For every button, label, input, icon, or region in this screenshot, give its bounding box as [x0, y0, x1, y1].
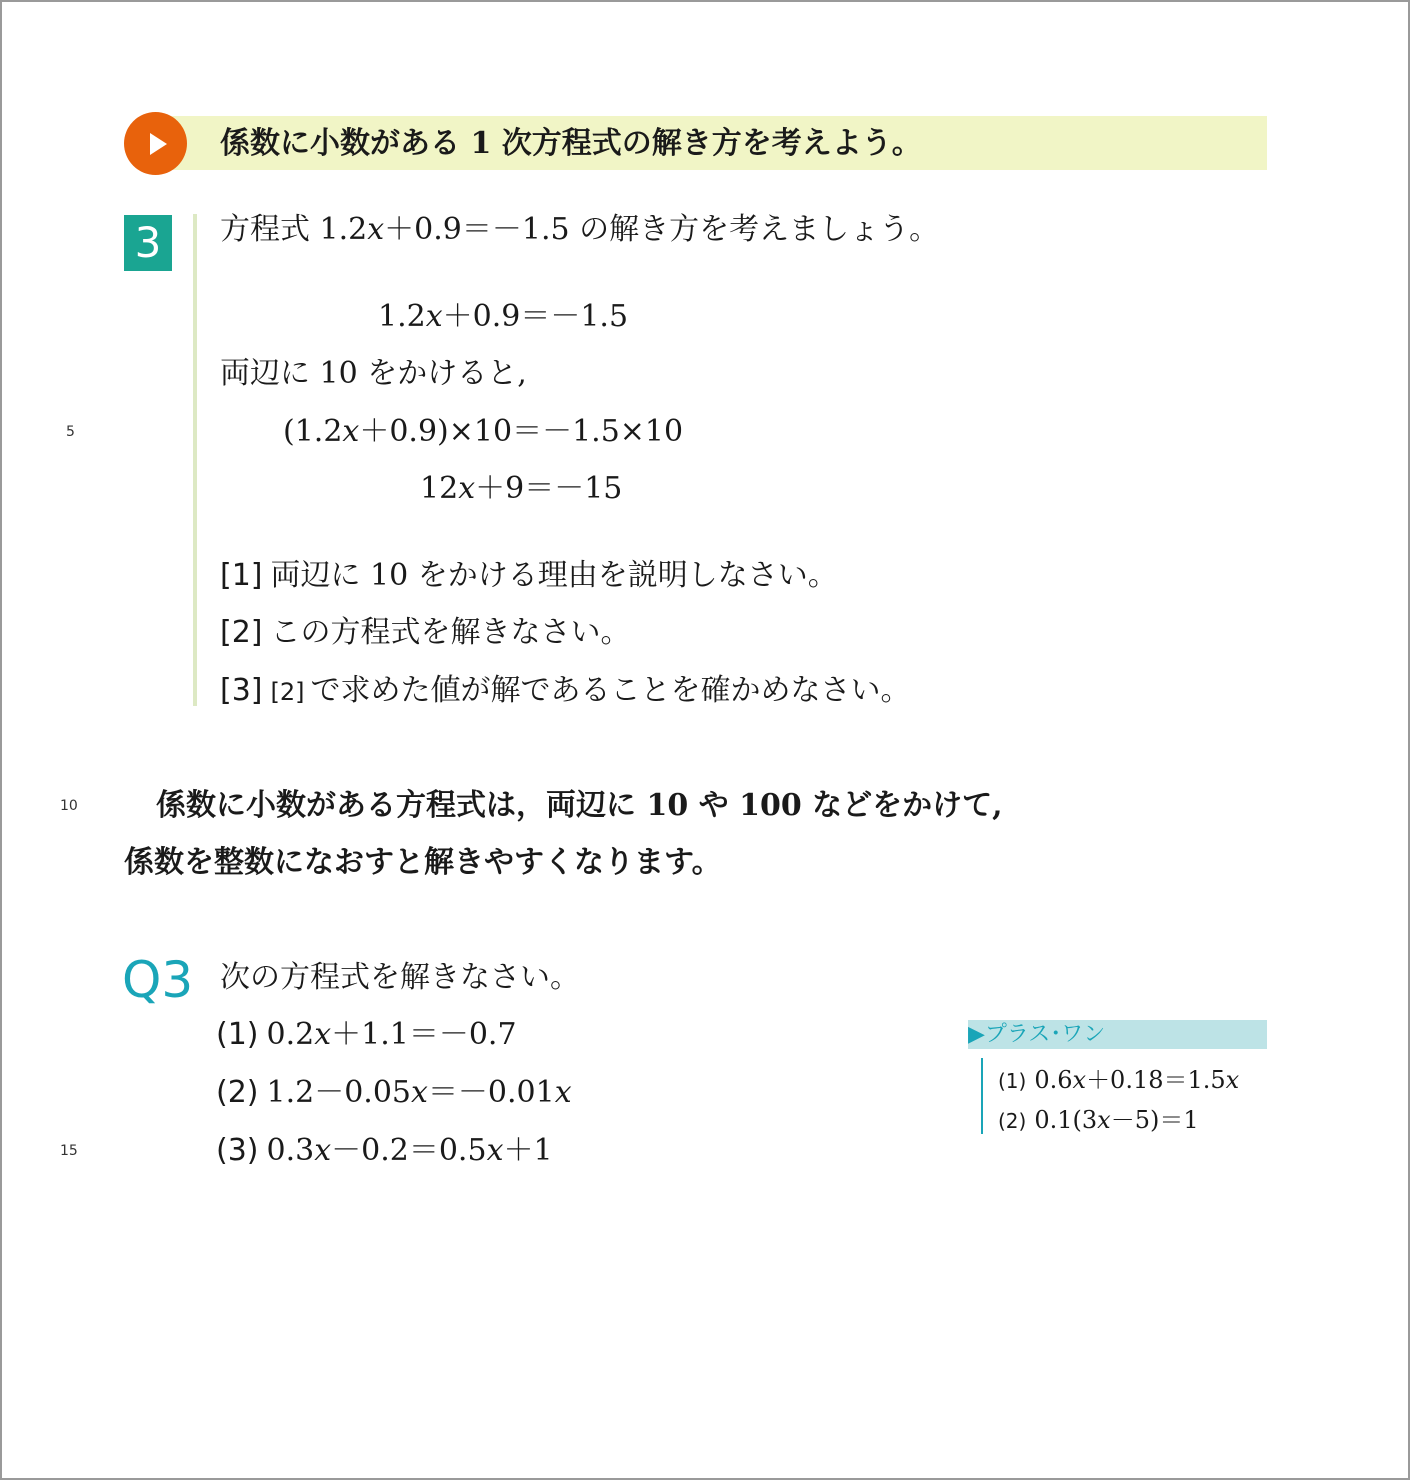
problem-intro — [220, 210, 939, 250]
eq-part: 0.3 — [266, 1133, 315, 1168]
eq-part: ＋1 — [503, 1133, 553, 1168]
problem-side-rule — [193, 214, 197, 706]
question-label: Q3 — [122, 951, 194, 1009]
eq-part: ＋0.18＝1.5 — [1086, 1066, 1226, 1094]
eq-part: 12 — [420, 471, 459, 506]
equation-original — [378, 297, 628, 337]
eq-part: 1.2－0.05 — [266, 1075, 412, 1110]
summary-line-1: 係数に小数がある方程式は，両辺に 10 や 100 などをかけて, — [156, 788, 1003, 823]
eq-part: ＋0.9)×10＝－1.5×10 — [359, 414, 684, 449]
item-tag: (2) — [998, 1109, 1027, 1133]
intro-variable: x — [367, 212, 385, 247]
plus-one-rule — [981, 1058, 983, 1134]
eq-variable: x — [1097, 1106, 1111, 1134]
task-2 — [220, 613, 631, 653]
task-tag: [3] — [220, 673, 263, 708]
play-icon — [124, 112, 187, 175]
eq-part: ＝－0.01 — [427, 1075, 555, 1110]
question-item-3 — [216, 1131, 553, 1171]
item-tag: (3) — [216, 1133, 259, 1168]
eq-part: －5)＝1 — [1110, 1106, 1199, 1134]
eq-part: ＋0.9＝－1.5 — [442, 299, 629, 334]
intro-part: ＋0.9＝－1.5 の解き方を考えましょう。 — [384, 212, 940, 247]
task-text: で求めた値が解であることを確かめなさい。 — [310, 673, 911, 708]
item-tag: (2) — [216, 1075, 259, 1110]
task-3 — [220, 671, 911, 712]
problem-number-badge: 3 — [124, 215, 172, 271]
equation-multiplied — [283, 412, 683, 452]
eq-part: (1.2 — [283, 414, 343, 449]
eq-part: 0.6 — [1034, 1066, 1073, 1094]
play-triangle-icon — [141, 129, 171, 159]
line-number: 15 — [60, 1143, 78, 1159]
eq-part: 1.2 — [378, 299, 426, 334]
task-tag: [2] — [220, 615, 263, 650]
question-prompt: 次の方程式を解きなさい。 — [220, 960, 580, 995]
task-reference: [2] — [270, 678, 305, 706]
eq-variable: x — [411, 1075, 428, 1110]
eq-variable: x — [314, 1133, 332, 1168]
eq-part: －0.2＝0.5 — [331, 1133, 487, 1168]
eq-part: ＋9＝－15 — [475, 471, 623, 506]
eq-variable: x — [458, 471, 476, 506]
eq-variable: x — [1072, 1066, 1087, 1094]
eq-part: 0.1(3 — [1034, 1106, 1098, 1134]
line-number: 10 — [60, 798, 78, 814]
question-item-2 — [216, 1073, 572, 1113]
equation-integer — [420, 469, 622, 509]
summary-line-2: 係数を整数になおすと解きやすくなります。 — [124, 845, 722, 880]
eq-variable: x — [554, 1075, 572, 1110]
eq-variable: x — [486, 1133, 504, 1168]
task-text: 両辺に 10 をかける理由を説明しなさい。 — [270, 558, 838, 593]
item-tag: (1) — [216, 1017, 259, 1052]
item-tag: (1) — [998, 1069, 1027, 1093]
intro-part: 方程式 1.2 — [220, 212, 368, 247]
step-text: 両辺に 10 をかけると, — [220, 356, 527, 391]
eq-part: 0.2 — [266, 1017, 315, 1052]
plus-one-item-2 — [998, 1105, 1199, 1136]
plus-one-header: ▶プラス･ワン — [968, 1020, 1267, 1049]
task-1 — [220, 556, 838, 596]
section-heading: 係数に小数がある 1 次方程式の解き方を考えよう。 — [220, 126, 922, 161]
question-item-1 — [216, 1015, 517, 1055]
task-tag: [1] — [220, 558, 263, 593]
eq-variable: x — [425, 299, 443, 334]
eq-part: ＋1.1＝－0.7 — [331, 1017, 517, 1052]
line-number: 5 — [66, 424, 75, 440]
eq-variable: x — [1225, 1066, 1240, 1094]
task-text: この方程式を解きなさい。 — [270, 615, 631, 650]
plus-one-item-1 — [998, 1065, 1239, 1096]
eq-variable: x — [342, 414, 360, 449]
eq-variable: x — [314, 1017, 332, 1052]
